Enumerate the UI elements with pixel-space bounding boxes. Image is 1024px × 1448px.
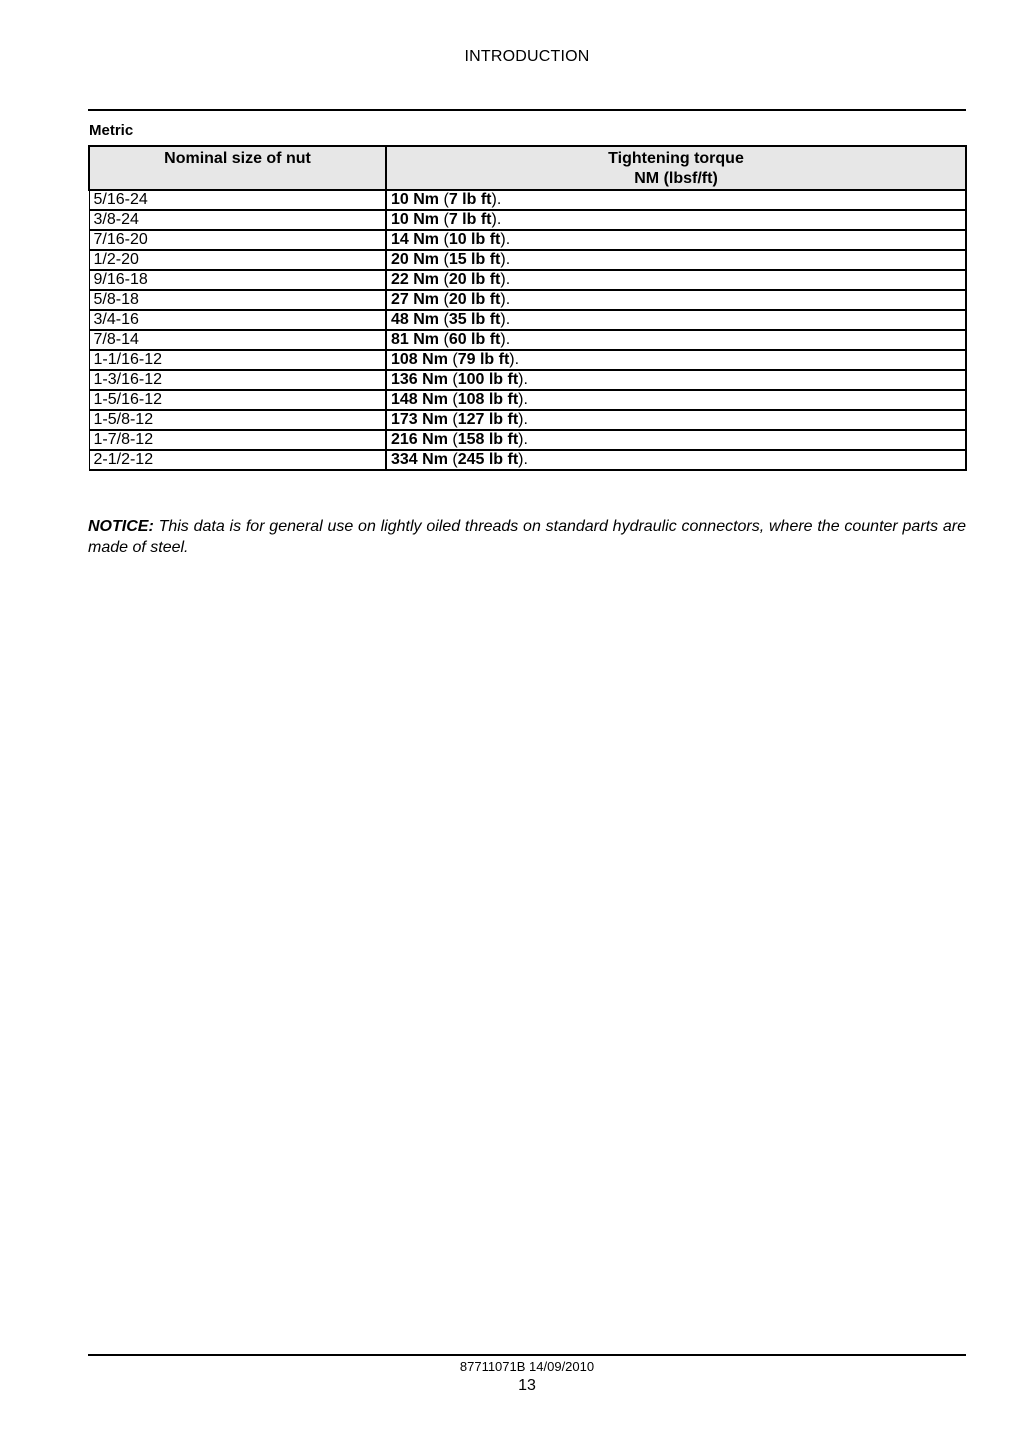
torque-lbft-value: 10 lb ft — [448, 231, 501, 248]
document-code: 87711071B 14/09/2010 — [459, 1359, 595, 1374]
torque-table — [88, 145, 967, 471]
torque-nm-value: 20 Nm — [391, 251, 440, 268]
torque-cell: 27 Nm (20 lb ft). — [386, 290, 966, 310]
table-row — [89, 370, 966, 390]
table-row — [89, 250, 966, 270]
nut-size-cell: 7/16-20 — [89, 230, 386, 250]
table-row — [89, 410, 966, 430]
section-label: Metric — [89, 122, 134, 139]
torque-cell: 48 Nm (35 lb ft). — [386, 310, 966, 330]
torque-lbft-value: 7 lb ft — [448, 211, 492, 228]
torque-cell: 216 Nm (158 lb ft). — [386, 430, 966, 450]
table-row — [89, 310, 966, 330]
torque-nm-value: 108 Nm — [391, 351, 448, 368]
torque-nm-value: 334 Nm — [391, 451, 448, 468]
torque-cell: 81 Nm (60 lb ft). — [386, 330, 966, 350]
nut-size-cell: 9/16-18 — [89, 270, 386, 290]
torque-cell: 148 Nm (108 lb ft). — [386, 390, 966, 410]
table-row — [89, 210, 966, 230]
torque-lbft-value: 35 lb ft — [448, 311, 501, 328]
torque-nm-value: 48 Nm — [391, 311, 440, 328]
table-row — [89, 450, 966, 470]
footer-rule — [88, 1354, 966, 1356]
torque-lbft-value: 108 lb ft — [457, 391, 519, 408]
notice-paragraph — [88, 516, 966, 558]
torque-nm-value: 173 Nm — [391, 411, 448, 428]
torque-table-body — [89, 190, 966, 470]
table-row — [89, 350, 966, 370]
nut-size-cell: 7/8-14 — [89, 330, 386, 350]
torque-lbft-value: 245 lb ft — [457, 451, 519, 468]
nut-size-cell: 1-5/16-12 — [89, 390, 386, 410]
torque-nm-value: 14 Nm — [391, 231, 440, 248]
nut-size-cell: 3/8-24 — [89, 210, 386, 230]
table-header-row — [89, 146, 966, 190]
torque-nm-value: 216 Nm — [391, 431, 448, 448]
torque-lbft-value: 15 lb ft — [448, 251, 501, 268]
torque-header-line1: Tightening torque — [608, 150, 744, 167]
torque-nm-value: 27 Nm — [391, 291, 440, 308]
torque-cell: 10 Nm (7 lb ft). — [386, 210, 966, 230]
torque-lbft-value: 20 lb ft — [448, 291, 501, 308]
torque-lbft-value: 60 lb ft — [448, 331, 501, 348]
torque-cell: 136 Nm (100 lb ft). — [386, 370, 966, 390]
column-header-torque — [386, 146, 966, 190]
nut-size-cell: 1-1/16-12 — [89, 350, 386, 370]
nut-size-cell: 1/2-20 — [89, 250, 386, 270]
header-rule — [88, 109, 966, 111]
torque-nm-value: 81 Nm — [391, 331, 440, 348]
torque-cell: 173 Nm (127 lb ft). — [386, 410, 966, 430]
nut-size-cell: 1-3/16-12 — [89, 370, 386, 390]
table-row — [89, 270, 966, 290]
nut-size-cell: 2-1/2-12 — [89, 450, 386, 470]
table-row — [89, 290, 966, 310]
table-row — [89, 390, 966, 410]
torque-cell: 108 Nm (79 lb ft). — [386, 350, 966, 370]
torque-cell: 22 Nm (20 lb ft). — [386, 270, 966, 290]
torque-nm-value: 10 Nm — [391, 191, 440, 208]
torque-nm-value: 10 Nm — [391, 211, 440, 228]
torque-nm-value: 22 Nm — [391, 271, 440, 288]
torque-header-line2: NM (lbsf/ft) — [634, 170, 718, 187]
torque-lbft-value: 158 lb ft — [457, 431, 519, 448]
table-row — [89, 330, 966, 350]
torque-cell: 20 Nm (15 lb ft). — [386, 250, 966, 270]
running-header: INTRODUCTION — [464, 48, 590, 65]
torque-lbft-value: 127 lb ft — [457, 411, 519, 428]
torque-cell: 10 Nm (7 lb ft). — [386, 190, 966, 210]
torque-lbft-value: 100 lb ft — [457, 371, 519, 388]
torque-nm-value: 136 Nm — [391, 371, 448, 388]
nut-size-cell: 1-5/8-12 — [89, 410, 386, 430]
nut-size-cell: 1-7/8-12 — [89, 430, 386, 450]
torque-lbft-value: 7 lb ft — [448, 191, 492, 208]
notice-label: NOTICE: — [88, 518, 154, 535]
torque-cell: 14 Nm (10 lb ft). — [386, 230, 966, 250]
torque-nm-value: 148 Nm — [391, 391, 448, 408]
table-row — [89, 230, 966, 250]
table-row — [89, 190, 966, 210]
nut-size-cell: 3/4-16 — [89, 310, 386, 330]
page-number: 13 — [518, 1377, 536, 1394]
column-header-nut-size: Nominal size of nut — [89, 146, 386, 190]
nut-size-cell: 5/16-24 — [89, 190, 386, 210]
notice-text: This data is for general use on lightly oiled threads on standard hydraulic connectors, where the counter parts are made of steel. — [88, 518, 967, 556]
table-row — [89, 430, 966, 450]
torque-cell: 334 Nm (245 lb ft). — [386, 450, 966, 470]
torque-lbft-value: 20 lb ft — [448, 271, 501, 288]
torque-lbft-value: 79 lb ft — [457, 351, 510, 368]
nut-size-cell: 5/8-18 — [89, 290, 386, 310]
